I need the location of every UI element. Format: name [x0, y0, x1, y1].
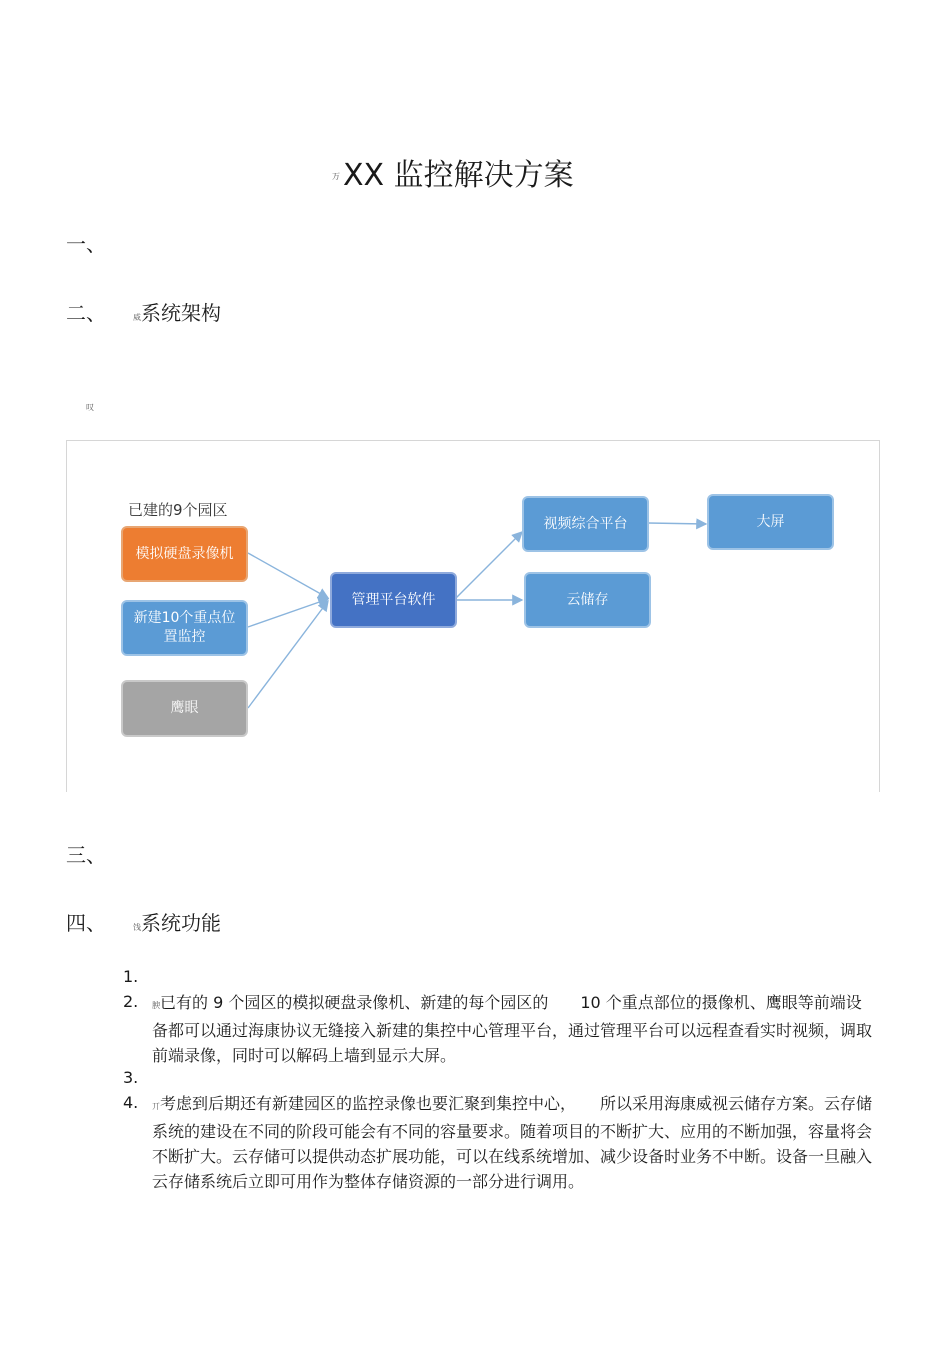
list-item-4: [152, 1091, 872, 1194]
node-eagle-eye-label: 鹰眼: [170, 700, 199, 716]
node-video-platform-label: 视频综合平台: [543, 515, 628, 532]
list-number-3: 3.: [123, 1068, 139, 1087]
node-big-screen: [707, 494, 834, 550]
list-item-2: [152, 990, 872, 1068]
list-item-4-marker: 丌: [152, 1102, 160, 1111]
list-number-1: 1.: [123, 967, 139, 986]
node-cameras-label: 新建10个重点位置监控: [133, 610, 236, 645]
node-video-platform: [522, 496, 649, 552]
list-item-2-marker: 腴: [152, 1001, 160, 1010]
section-2-title: 系统架构: [141, 301, 221, 325]
node-big-screen-label: 大屏: [756, 513, 785, 530]
diagram-caption: 已建的9个园区: [128, 501, 228, 519]
title-text: XX 监控解决方案: [343, 158, 574, 193]
node-eagle-eye: [121, 680, 248, 737]
node-cloud-storage: [524, 572, 651, 628]
title-marker: 万: [332, 172, 340, 181]
list-item-4-text: 考虑到后期还有新建园区的监控录像也要汇聚到集控中心， 所以采用海康威视云储存方案。云存储系统的建设在不同的阶段可能会有不同的容量要求。随着项目的不断扩大、应用的不断加强，容量将会不断扩大。云存储可以提供动态扩展功能，可以在线系统增加、减少设备时业务不中断。设备一旦融入云存储系统后立即可用作为整体存储资源的一部分进行调用。: [152, 1094, 873, 1191]
node-management-label: 管理平台软件: [351, 591, 436, 608]
list-number-4: 4.: [123, 1093, 139, 1112]
arrow-cameras-to-management: [248, 599, 328, 627]
node-cloud-storage-label: 云储存: [566, 591, 609, 608]
section-4-number: 四、: [66, 911, 106, 935]
section-1-number: 一、: [66, 232, 106, 256]
section-4-title: 系统功能: [141, 911, 221, 935]
arrow-video-to-screen: [648, 523, 706, 524]
arrow-dvr-to-management: [248, 553, 328, 598]
section-4-marker: 饯: [133, 923, 141, 932]
node-management: [330, 572, 457, 628]
node-dvr-label: 模拟硬盘录像机: [135, 545, 234, 562]
section-4-heading: [133, 907, 221, 936]
arrow-eagle-to-management: [248, 601, 328, 708]
node-dvr: [121, 526, 248, 582]
list-number-2: 2.: [123, 992, 139, 1011]
section-3-number: 三、: [66, 843, 106, 867]
section-2-number: 二、: [66, 301, 106, 325]
node-cameras: [121, 600, 248, 656]
section-2-marker: 威: [133, 313, 141, 322]
list-item-2-text: 已有的 9 个园区的模拟硬盘录像机、新建的每个园区的 10 个重点部位的摄像机、鹰眼等前端设备都可以通过海康协议无缝接入新建的集控中心管理平台，通过管理平台可以远程查看实时视频，调取前端录像，同时可以解码上墙到显示大屏。: [152, 993, 873, 1065]
section-2-note: 叹: [86, 403, 94, 412]
arrow-management-to-video: [456, 532, 522, 598]
